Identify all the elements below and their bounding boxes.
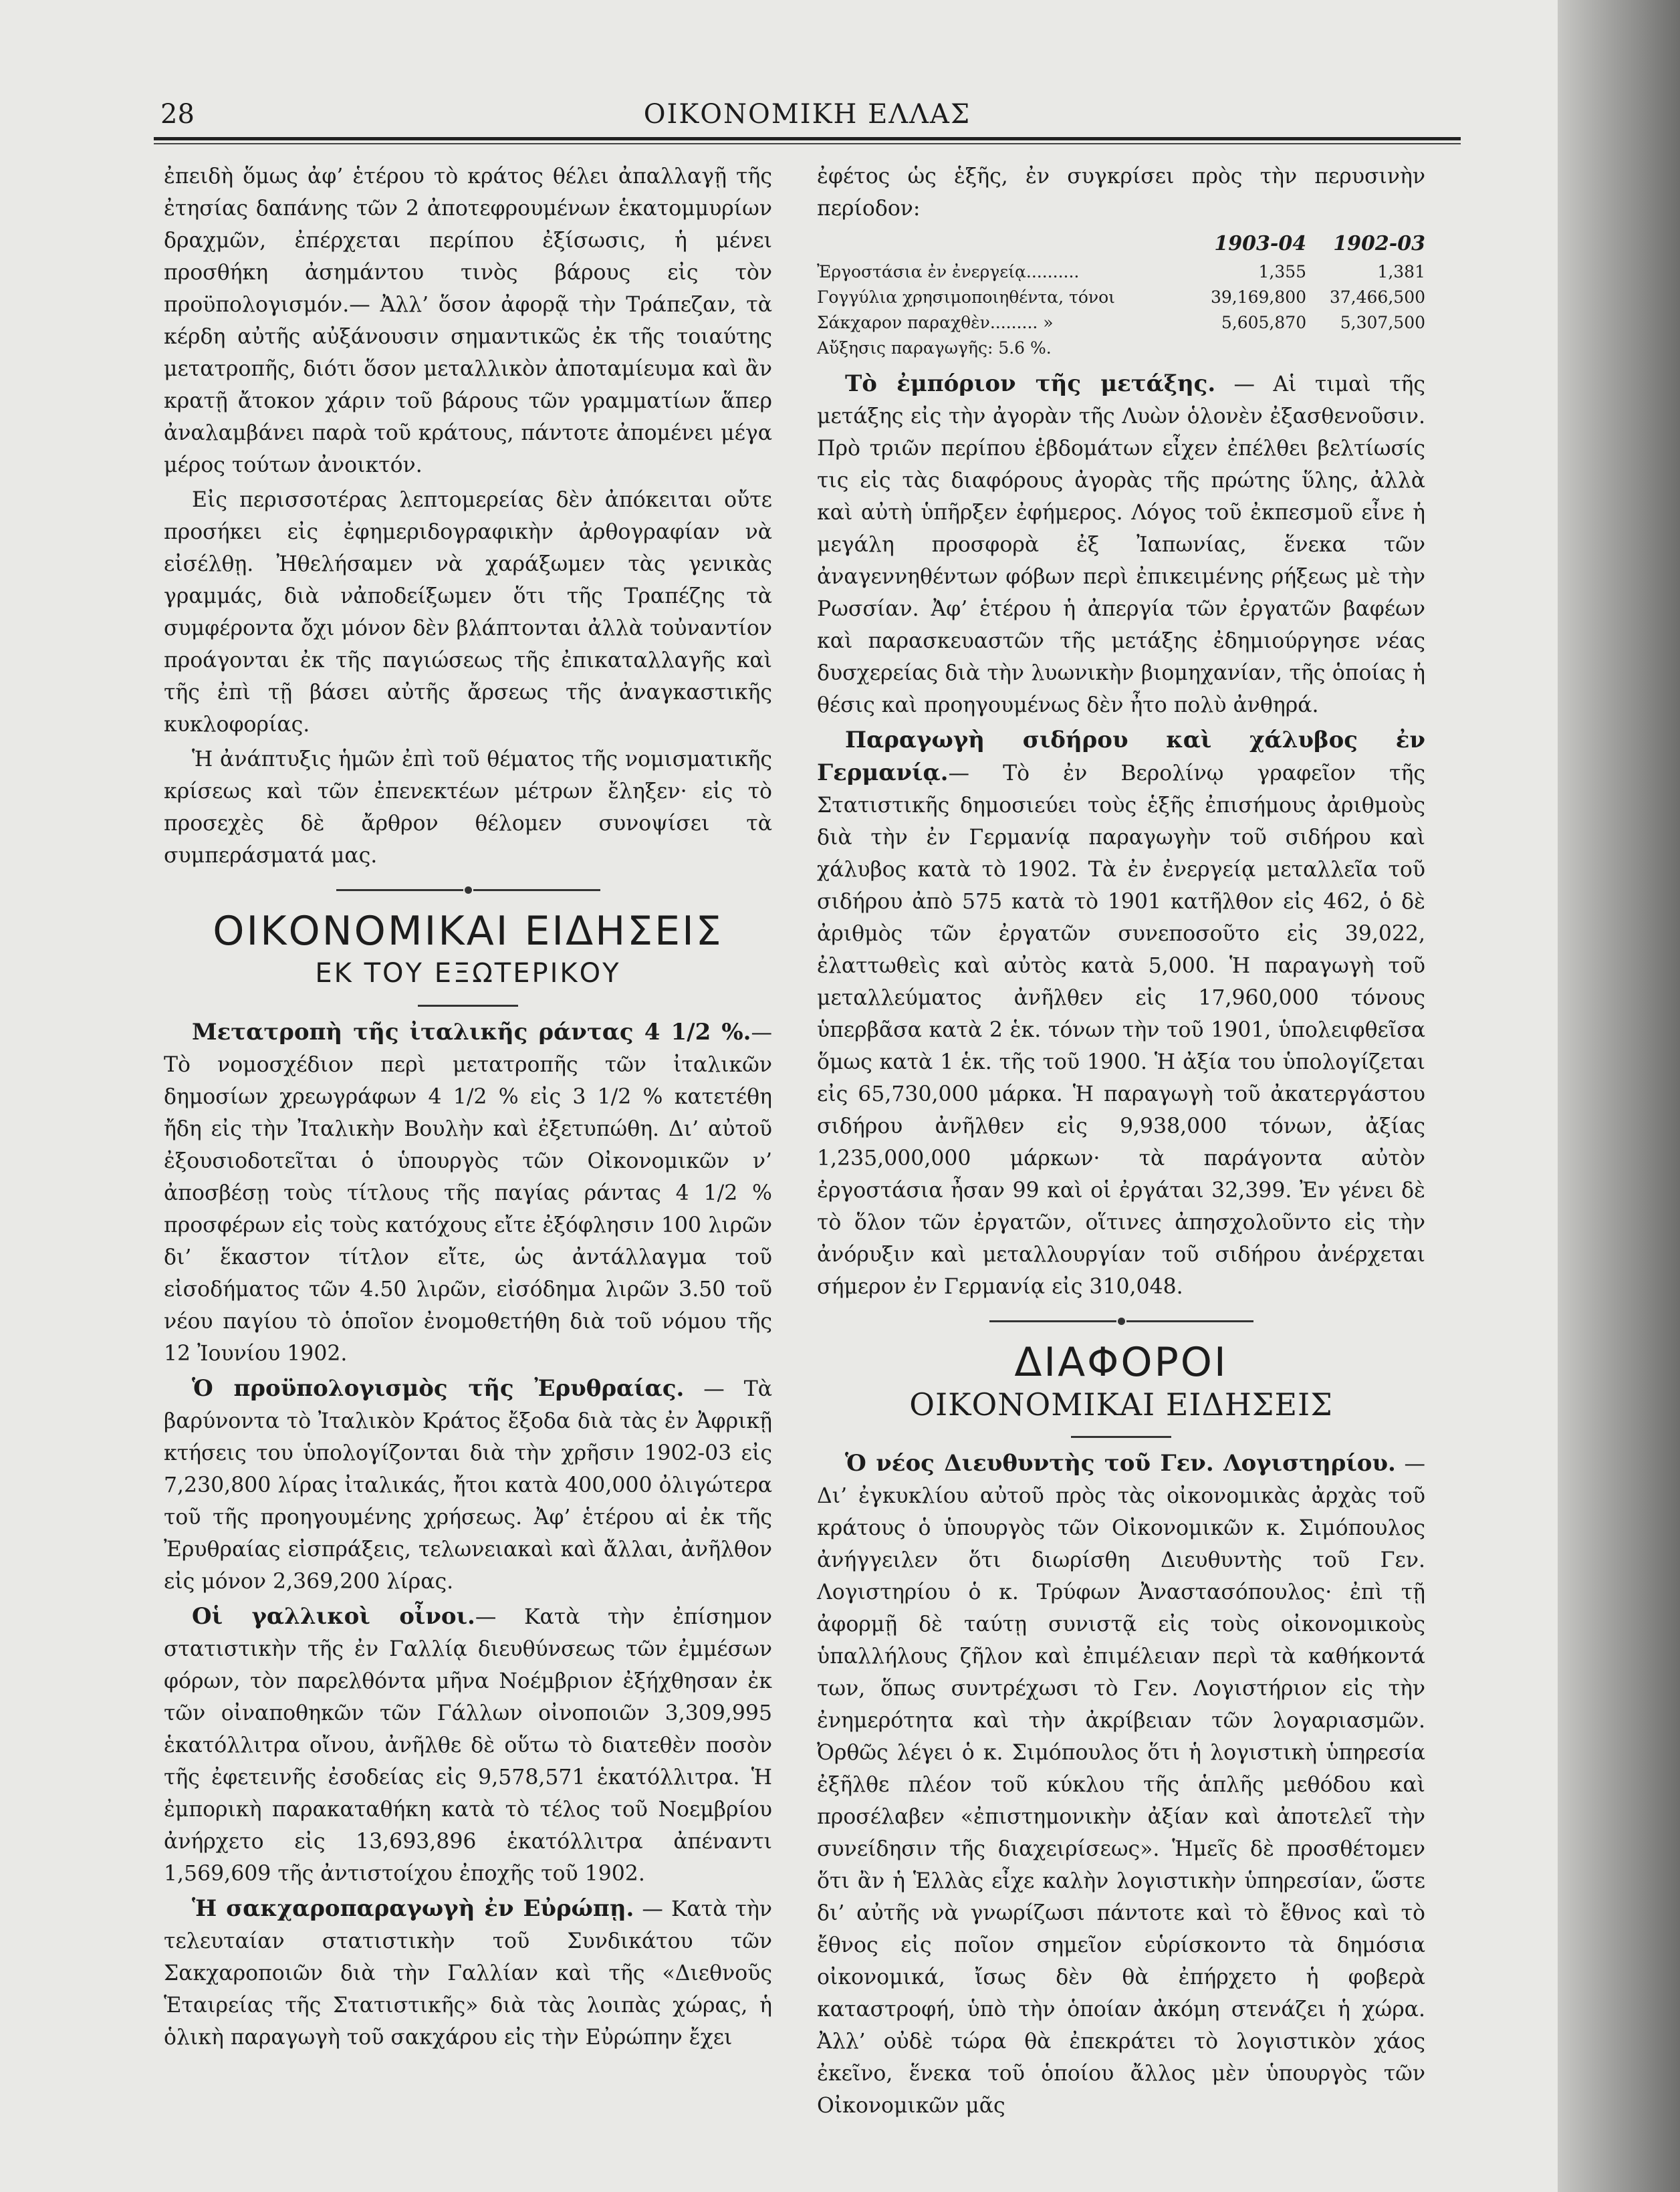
cell: 5,307,500 xyxy=(1340,313,1425,332)
table-row xyxy=(817,285,1425,310)
cell: 39,169,800 xyxy=(1210,287,1307,307)
right-column xyxy=(817,160,1425,2124)
cell: 1,355 xyxy=(1258,262,1307,281)
sugar-production-table xyxy=(817,227,1425,336)
divider xyxy=(1071,1436,1171,1438)
section-separator xyxy=(817,1318,1425,1325)
page-number: 28 xyxy=(160,99,195,130)
news-body: — Αἱ τιμαὶ τῆς μετάξης εἰς τὴν ἀγορὰν τῆς Λυὼν ὁλονὲν ἐξασθενοῦσιν. Πρὸ τριῶν περίπου ἑβδομάτων εἶχεν ἐπέλθει βελτίωσίς τις εἰς τὰς διαφόρους ἀγορὰς τῆς πρώτης ὕλης, ἀλλὰ καὶ αὐτὴ ὑπῆρξεν ἐφήμερος. Λόγος τοῦ ἐκπεσμοῦ εἶνε ἡ μεγάλη προσφορὰ ἐξ Ἰαπωνίας, ἕνεκα τῶν ἀναγεννηθέντων φόβων περὶ ἐπικειμένης ρήξεως μὲ τὴν Ρωσσίαν. Ἀφ’ ἑτέρου ἡ ἀπεργία τῶν ἐργατῶν βαφέων καὶ παρασκευαστῶν τῆς μετάξης ἐδημιούργησε νέας δυσχερείας διὰ τὴν λυωνικὴν βιομηχανίαν, τῆς ὁποίας ἡ θέσις καὶ προηγουμένως δὲν ἦτο πολὺ ἀνθηρά. xyxy=(817,372,1425,717)
news-item xyxy=(164,1600,772,1890)
row-label: Σάκχαρον παραχθὲν......... » xyxy=(817,313,1054,332)
cell: 5,605,870 xyxy=(1221,313,1307,332)
left-column xyxy=(164,160,772,2056)
table-header: 1903-04 xyxy=(1214,232,1307,255)
table-row xyxy=(817,310,1425,336)
table-row xyxy=(817,259,1425,285)
paragraph: Ἡ ἀνάπτυξις ἡμῶν ἐπὶ τοῦ θέματος τῆς νομισματικῆς κρίσεως καὶ τῶν ἐπενεκτέων μέτρων ἔληξεν· εἰς τὸ προσεχὲς δὲ ἄρθρον θέλομεν συνοψίσει τὰ συμπεράσματά μας. xyxy=(164,747,772,868)
news-headline: Οἱ γαλλικοὶ οἶνοι. xyxy=(192,1603,475,1630)
row-label: Ἐργοστάσια ἐν ἐνεργείᾳ.......... xyxy=(817,262,1080,281)
running-title: ΟΙΚΟΝΟΜΙΚΗ ΕΛΛΑΣ xyxy=(643,99,971,130)
news-item xyxy=(817,724,1425,1303)
section-separator xyxy=(164,886,772,894)
section-subtitle: ΕΚ ΤΟΥ ΕΞΩΤΕΡΙΚΟΥ xyxy=(315,958,621,989)
section-subtitle: ΟΙΚΟΝΟΜΙΚΑΙ ΕΙΔΗΣΕΙΣ xyxy=(909,1386,1333,1423)
news-headline: Μετατροπὴ τῆς ἰταλικῆς ράντας 4 1/2 %. xyxy=(192,1019,751,1046)
header-rule xyxy=(154,137,1461,140)
section-title: ΟΙΚΟΝΟΜΙΚΑΙ ΕΙΔΗΣΕΙΣ xyxy=(213,908,723,955)
paragraph: Εἰς περισσοτέρας λεπτομερείας δὲν ἀπόκειται οὔτε προσήκει εἰς ἐφημεριδογραφικὴν ἀρθογραφίαν νὰ εἰσέλθῃ. Ἠθελήσαμεν νὰ χαράξωμεν τὰς γενικὰς γραμμάς, διὰ νἀποδείξωμεν ὅτι τῆς Τραπέζης τὰ συμφέροντα ὄχι μόνον δὲν βλάπτονται ἀλλὰ τοὐναντίον προάγονται ἐκ τῆς παγιώσεως τῆς ἐπικαταλλαγῆς καὶ τῆς ἐπὶ τῇ βάσει αὐτῆς ἄρσεως τῆς ἀναγκαστικῆς κυκλοφορίας. xyxy=(164,488,772,737)
news-headline: Ὁ προϋπολογισμὸς τῆς Ἐρυθραίας. xyxy=(192,1375,685,1402)
news-headline: Παραγωγὴ σιδήρου καὶ χάλυβος ἐν Γερμανίᾳ. xyxy=(817,727,1425,786)
news-body: — Δι’ ἐγκυκλίου αὐτοῦ πρὸς τὰς οἰκονομικὰς ἀρχὰς τοῦ κράτους ὁ ὑπουργὸς τῶν Οἰκονομικῶν κ. Σιμόπουλος ἀνήγγειλεν ὅτι διωρίσθη Διευθυντὴς τοῦ Γεν. Λογιστηρίου ὁ κ. Τρύφων Ἀναστασόπουλος· ἐπὶ τῇ ἀφορμῇ δὲ ταύτῃ συνιστᾷ εἰς τοὺς οἰκονομικοὺς ὑπαλλήλους ζῆλον καὶ ἐπιμέλειαν περὶ τὰ καθήκοντά των, ὅπως συντρέχωσι τὸ Γεν. Λογιστήριον εἰς τὴν ἐνημερότητα καὶ τὴν ἀκρίβειαν τῶν λογαριασμῶν. Ὀρθῶς λέγει ὁ κ. Σιμόπουλος ὅτι ἡ λογιστικὴ ὑπηρεσία ἐξῆλθε πλέον τοῦ κύκλου τῆς ἁπλῆς μεθόδου καὶ προσέλαβεν «ἐπιστημονικὴν ἀξίαν καὶ ἀποτελεῖ τὴν συνείδησιν τῆς διαχειρίσεως». Ἡμεῖς δὲ προσθέτομεν ὅτι ἂν ἡ Ἑλλὰς εἶχε καλὴν λογιστικὴν ὑπηρεσίαν, ὥστε δι’ αὐτῆς νὰ γνωρίζωσι πάντοτε καὶ τὸ ἔθνος καὶ τὸ ἔθνος εἰς ποῖον σημεῖον εὑρίσκοντο τὰ δημόσια οἰκονομικά, ἴσως δὲν θὰ ἐπήρχετο ἡ φοβερὰ καταστροφή, ὑπὸ τὴν ὁποίαν ἀκόμη στενάζει ἡ χώρα. Ἀλλ’ οὐδὲ τώρα θὰ ἐπεκράτει τὸ λογιστικὸν χάος ἐκεῖνο, ἕνεκα τοῦ ὁποίου ἄλλος μὲν ὑπουργὸς τῶν Οἰκονομικῶν μᾶς xyxy=(817,1452,1425,2118)
news-headline: Ὁ νέος Διευθυντὴς τοῦ Γεν. Λογιστηρίου. xyxy=(845,1450,1396,1477)
news-body: — Τὸ νομοσχέδιον περὶ μετατροπῆς τῶν ἰταλικῶν δημοσίων χρεωγράφων 4 1/2 % εἰς 3 1/2 % κατετέθη ἤδη εἰς τὴν Ἰταλικὴν Βουλὴν καὶ ἐξετυπώθη. Δι’ αὐτοῦ ἐξουσιοδοτεῖται ὁ ὑπουργὸς τῶν Οἰκονομικῶν ν’ ἀποσβέσῃ τοὺς τίτλους τῆς παγίας ράντας 4 1/2 % προσφέρων εἰς τοὺς κατόχους εἴτε ἐξόφλησιν 100 λιρῶν δι’ ἕκαστον τίτλον εἴτε, ὡς ἀντάλλαγμα τοῦ εἰσοδήματος τῶν 4.50 λιρῶν, εἰσόδημα λιρῶν 3.50 τοῦ νέου παγίου τὸ ὁποῖον ἐνομοθετήθη διὰ τοῦ νόμου τῆς 12 Ἰουνίου 1902. xyxy=(164,1021,772,1366)
header-rule-thin xyxy=(154,143,1461,144)
news-body: — Κατὰ τὴν ἐπίσημον στατιστικὴν τῆς ἐν Γαλλίᾳ διευθύνσεως τῶν ἐμμέσων φόρων, τὸν παρελθόντα μῆνα Νοέμβριον ἐξήχθησαν ἐκ τῶν οἰναποθηκῶν τῶν Γάλλων οἰνοποιῶν 3,309,995 ἑκατόλλιτρα οἴνου, ἀνῆλθε δὲ οὕτω τὸ διατεθὲν ποσὸν τῆς ἐφετεινῆς ἐσοδείας εἰς 9,578,571 ἑκατόλλιτρα. Ἡ ἐμπορικὴ παρακαταθήκη κατὰ τὸ τέλος τοῦ Νοεμβρίου ἀνήρχετο εἰς 13,693,896 ἑκατόλλιτρα ἀπέναντι 1,569,609 τῆς ἀντιστοίχου ἐποχῆς τοῦ 1902. xyxy=(164,1605,772,1886)
cell: 1,381 xyxy=(1377,262,1425,281)
news-item xyxy=(164,1893,772,2054)
page-edge-shadow xyxy=(1558,0,1680,2192)
table-note: Αὔξησις παραγωγῆς: 5.6 %. xyxy=(817,338,1052,358)
cell: 37,466,500 xyxy=(1329,287,1425,307)
news-body: — Τὸ ἐν Βερολίνῳ γραφεῖον τῆς Στατιστικῆς δημοσιεύει τοὺς ἑξῆς ἐπισήμους ἀριθμοὺς διὰ τὴν ἐν Γερμανίᾳ παραγωγὴν τοῦ σιδήρου καὶ χάλυβος κατὰ τὸ 1902. Τὰ ἐν ἐνεργείᾳ μεταλλεῖα τοῦ σιδήρου ἀπὸ 575 κατὰ τὸ 1901 κατῆλθον εἰς 462, ὁ δὲ ἀριθμὸς τῶν ἐργατῶν συνεποσοῦτο εἰς 39,022, ἐλαττωθεὶς καὶ αὐτὸς κατὰ 5,000. Ἡ παραγωγὴ τοῦ μεταλλεύματος ἀνῆλθεν εἰς 17,960,000 τόνους ὑπερβᾶσα κατὰ 2 ἑκ. τόνων τὴν τοῦ 1901, ὑπολειφθεῖσα ὅμως κατὰ 1 ἑκ. τῆς τοῦ 1900. Ἡ ἀξία του ὑπολογίζεται εἰς 65,730,000 μάρκα. Ἡ παραγωγὴ τοῦ ἀκατεργάστου σιδήρου ἀνῆλθεν εἰς 9,938,000 τόνων, ἀξίας 1,235,000,000 μάρκων· τὰ παράγοντα αὐτὸν ἐργοστάσια ἦσαν 99 καὶ οἱ ἐργάται 32,399. Ἐν γένει δὲ τὸ ὅλον τῶν ἐργατῶν, οἵτινες ἀπησχολοῦντο εἰς τὴν ἀνόρυξιν καὶ μεταλλουργίαν τοῦ σιδήρου ἀνέρχεται σήμερον ἐν Γερμανίᾳ εἰς 310,048. xyxy=(817,761,1425,1299)
news-item xyxy=(164,1372,772,1598)
paragraph: ἐφέτος ὡς ἑξῆς, ἐν συγκρίσει πρὸς τὴν περυσινὴν περίοδον: xyxy=(817,164,1425,221)
section-title: ΔΙΑΦΟΡΟΙ xyxy=(1014,1339,1228,1386)
news-headline: Τὸ ἐμπόριον τῆς μετάξης. xyxy=(845,370,1216,397)
news-item xyxy=(817,368,1425,721)
news-item xyxy=(817,1447,1425,2122)
paragraph: ἐπειδὴ ὅμως ἀφ’ ἑτέρου τὸ κράτος θέλει ἀπαλλαγῇ τῆς ἐτησίας δαπάνης τῶν 2 ἀποτεφρουμένων ἑκατομμυρίων δραχμῶν, ἐπέρχεται περίπου ἐξίσωσις, ἡ μένει προσθήκη ἀσημάντου τινὸς βάρους εἰς τὸν προϋπολογισμόν.— Ἀλλ’ ὅσον ἀφορᾷ τὴν Τράπεζαν, τὰ κέρδη αὐτῆς αὐξάνουσιν σημαντικῶς ἐκ τῆς τοιαύτης μετατροπῆς, διότι ὅσον μεταλλικὸν ἀποταμίευμα καὶ ἂν κρατῇ ἄτοκον χάριν τοῦ βάρους τῶν γραμματίων ἅπερ ἀναλαμβάνει παρὰ τοῦ κράτους, πάντοτε ἀπομένει μέγα μέρος τούτων ἀνοικτόν. xyxy=(164,164,772,477)
page-header xyxy=(154,94,1461,134)
table-header: 1902-03 xyxy=(1333,232,1425,255)
news-body: — Τὰ βαρύνοντα τὸ Ἰταλικὸν Κράτος ἔξοδα διὰ τὰς ἐν Ἀφρικῇ κτήσεις του ὑπολογίζονται διὰ τὴν χρῆσιν 1902-03 εἰς 7,230,800 λίρας ἰταλικάς, ἤτοι κατὰ 400,000 ὀλιγώτερα τοῦ τῆς προηγουμένης χρήσεως. Ἀφ’ ἑτέρου αἱ ἐκ τῆς Ἐρυθραίας εἰσπράξεις, τελωνειακαὶ καὶ ἄλλαι, ἀνῆλθον εἰς μόνον 2,369,200 λίρας. xyxy=(164,1377,773,1594)
news-item xyxy=(164,1016,772,1370)
news-headline: Ἡ σακχαροπαραγωγὴ ἐν Εὐρώπῃ. xyxy=(192,1895,634,1922)
divider xyxy=(418,1005,518,1007)
news-body: — Κατὰ τὴν τελευταίαν στατιστικὴν τοῦ Συνδικάτου τῶν Σακχαροποιῶν διὰ τὴν Γαλλίαν καὶ τῆς «Διεθνοῦς Ἑταιρείας τῆς Στατιστικῆς» διὰ τὰς λοιπὰς χώρας, ἡ ὁλικὴ παραγωγὴ τοῦ σακχάρου εἰς τὴν Εὐρώπην ἔχει xyxy=(164,1897,772,2050)
row-label: Γογγύλια χρησιμοποιηθέντα, τόνοι xyxy=(817,287,1115,307)
